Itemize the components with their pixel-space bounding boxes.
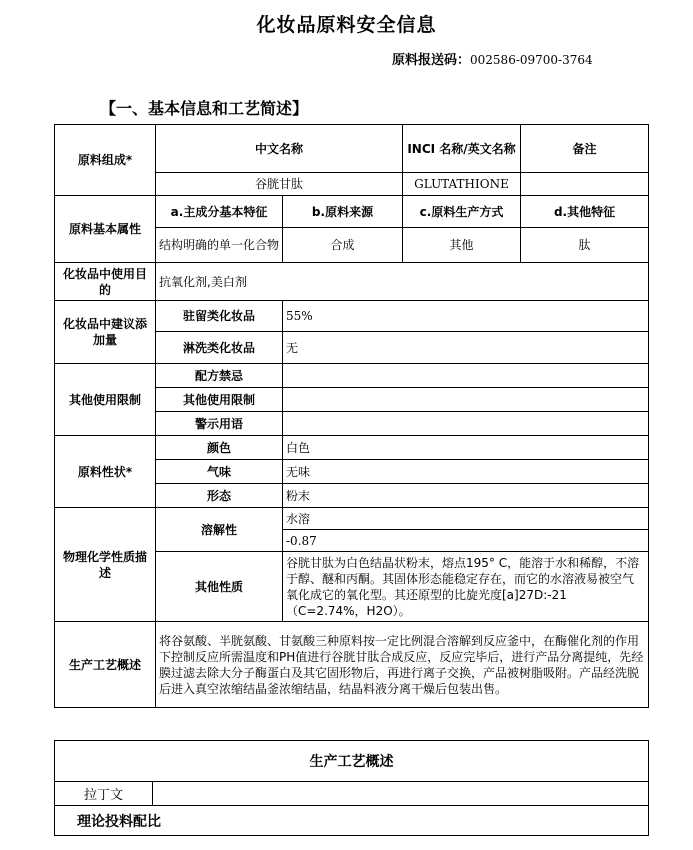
registration-code: [392, 49, 593, 68]
header-inci-name: INCI 名称/英文名称: [403, 125, 521, 173]
restriction-warning-label: 警示用语: [156, 412, 283, 436]
document-title: 化妆品原料安全信息: [256, 14, 437, 36]
header-remarks: 备注: [521, 125, 649, 173]
restriction-other-value: [283, 388, 649, 412]
header-chinese-name: 中文名称: [156, 125, 403, 173]
restriction-other-label: 其他使用限制: [156, 388, 283, 412]
header-other-features: d.其他特征: [521, 196, 649, 228]
addition-leave-on-label: 驻留类化妆品: [156, 301, 283, 332]
header-source: b.原料来源: [283, 196, 403, 228]
restrictions-label: 其他使用限制: [55, 364, 156, 436]
main-component-value: 结构明确的单一化合物: [156, 228, 283, 263]
latin-label: 拉丁文: [55, 782, 153, 806]
restriction-formula-label: 配方禁忌: [156, 364, 283, 388]
other-features-value: 肽: [521, 228, 649, 263]
appearance-form-value: 粉末: [283, 484, 649, 508]
latin-value: [153, 782, 649, 806]
feed-ratio-label: 理论投料配比: [55, 806, 649, 836]
production-method-value: 其他: [403, 228, 521, 263]
remarks-value: [521, 173, 649, 196]
addition-leave-on-value: 55%: [283, 301, 649, 332]
process-value: 将谷氨酸、半胱氨酸、甘氨酸三种原料按一定比例混合溶解到反应釜中，在酶催化剂的作用下控制反应所需温度和PH值进行谷胱甘肽合成反应，反应完毕后，进行产品分离提纯，先经膜过滤去除大分子酶蛋白及其它固形物后，再进行离子交换，产品被树脂吸附。产品经洗脱后进入真空浓缩结晶釜浓缩结晶，结晶料液分离干燥后包装出售。: [156, 622, 649, 708]
appearance-label: 原料性状*: [55, 436, 156, 508]
basic-info-table: [54, 124, 649, 708]
appearance-color-value: 白色: [283, 436, 649, 460]
other-properties-label: 其他性质: [156, 552, 283, 622]
source-value: 合成: [283, 228, 403, 263]
solubility-label: 溶解性: [156, 508, 283, 552]
purpose-value: 抗氧化剂,美白剂: [156, 263, 649, 301]
other-properties-value: 谷胱甘肽为白色结晶状粉末，熔点195° C，能溶于水和稀醇，不溶于醇、醚和丙酮。其固体形态能稳定存在，而它的水溶液易被空气氧化成它的氧化型。其还原型的比旋光度[a]27D:-21（C=2.74%，H2O）。: [283, 552, 649, 622]
registration-code-label: 原料报送码：: [392, 53, 471, 68]
restriction-formula-value: [283, 364, 649, 388]
solubility-logp-value: -0.87: [283, 530, 649, 552]
appearance-odor-label: 气味: [156, 460, 283, 484]
header-main-component: a.主成分基本特征: [156, 196, 283, 228]
appearance-form-label: 形态: [156, 484, 283, 508]
physchem-label: 物理化学性质描述: [55, 508, 156, 622]
addition-label: 化妆品中建议添加量: [55, 301, 156, 364]
section-heading: 【一、基本信息和工艺简述】: [100, 99, 309, 118]
chinese-name-value: 谷胱甘肽: [156, 173, 403, 196]
appearance-odor-value: 无味: [283, 460, 649, 484]
process-label: 生产工艺概述: [55, 622, 156, 708]
process-detail-table: [54, 740, 649, 836]
process-detail-title: 生产工艺概述: [55, 741, 649, 782]
restriction-warning-value: [283, 412, 649, 436]
solubility-value: 水溶: [283, 508, 649, 530]
composition-label: 原料组成*: [55, 125, 156, 196]
basic-attributes-label: 原料基本属性: [55, 196, 156, 263]
inci-name-value: GLUTATHIONE: [403, 173, 521, 196]
purpose-label: 化妆品中使用目的: [55, 263, 156, 301]
addition-rinse-off-value: 无: [283, 332, 649, 364]
header-production-method: c.原料生产方式: [403, 196, 521, 228]
registration-code-value: 002586-09700-3764: [470, 53, 593, 67]
appearance-color-label: 颜色: [156, 436, 283, 460]
addition-rinse-off-label: 淋洗类化妆品: [156, 332, 283, 364]
